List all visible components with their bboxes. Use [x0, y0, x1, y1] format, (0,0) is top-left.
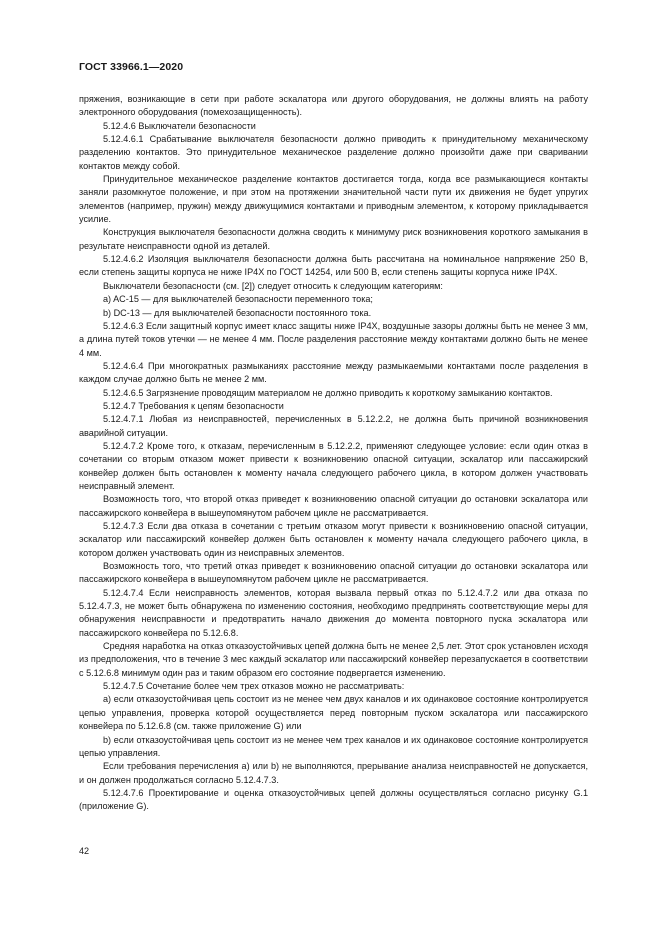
- paragraph: Конструкция выключателя безопасности должна сводить к минимуму риск возникновения короткого замыкания в результате неисправности одной из деталей.: [79, 227, 588, 251]
- document-header: ГОСТ 33966.1—2020: [79, 61, 184, 73]
- paragraph: Принудительное механическое разделение контактов достигается тогда, когда все размыкающиеся контакты заняли разомкнутое положение, и при этом на протяжении значительной части пути их движения не будет упругих элементов (например, пружин) между движущимися контактами и приводным элементом, к которому прикладывается усилие.: [79, 174, 588, 225]
- paragraph: 5.12.4.6.3 Если защитный корпус имеет класс защиты ниже IP4X, воздушные зазоры должны быть не менее 3 мм, а длина путей токов утечки — не менее 4 мм. После разделения расстояние между контактами должно быть не менее 4 мм.: [79, 320, 588, 358]
- paragraph: 5.12.4.6.1 Срабатывание выключателя безопасности должно приводить к принудительному механическому разделению контактов. Это принудительное механическое разделение должно произойти даже при сваривании контактов между собой.: [79, 134, 588, 171]
- paragraph-continuation: пряжения, возникающие в сети при работе эскалатора или другого оборудования, не должны влиять на работу электронного оборудования (помехозащищенность).: [79, 94, 588, 118]
- paragraph: 5.12.4.7.5 Сочетание более чем трех отказов можно не рассматривать:: [103, 681, 405, 692]
- paragraph: Возможность того, что второй отказ приведет к возникновению опасной ситуации до остановки эскалатора или пассажирского конвейера в вышеупомянутом рабочем цикле не рассматривается.: [79, 494, 588, 518]
- paragraph: 5.12.4.6.2 Изоляция выключателя безопасности должна быть рассчитана на номинальное напряжение 250 В, если степень защиты корпуса не ниже IP4X по ГОСТ 14254, или 500 В, если степень защиты корпуса ниже IP4X.: [79, 254, 588, 278]
- paragraph: 5.12.4.7.2 Кроме того, к отказам, перечисленным в 5.12.2.2, применяют следующее условие: если один отказ в сочетании со вторым отказом может привести к возникновению опасной ситуации, эскалатор или пассажирский конвейер должен быть остановлен к моменту начала следующего рабочего цикла, в котором должен участвовать неисправный элемент.: [79, 440, 588, 491]
- page-number: 42: [79, 846, 90, 856]
- paragraph: Если требования перечисления а) или b) не выполняются, прерывание анализа неисправностей не допускается, и он должен продолжаться согласно 5.12.4.7.3.: [79, 761, 588, 785]
- paragraph: 5.12.4.7.4 Если неисправность элементов, которая вызвала первый отказ по 5.12.4.7.2 или два отказа по 5.12.4.7.3, не может быть обнаружена по изменению состояния, необходимо предпринять соответствующие меры для обнаружения неисправности и предотвратить начало движения до момента повторного пуска эскалатора или пассажирского конвейера по 5.12.6.8.: [79, 587, 588, 638]
- paragraph: 5.12.4.6.4 При многократных размыканиях расстояние между размыкаемыми контактами после разделения в каждом случае должно быть не менее 2 мм.: [79, 360, 588, 385]
- paragraph: Возможность того, что третий отказ приведет к возникновению опасной ситуации до остановки эскалатора или пассажирского конвейера в вышеупомянутом рабочем цикле не рассматривается.: [79, 561, 588, 585]
- list-item: b) DC-13 — для выключателей безопасности постоянного тока.: [103, 307, 372, 318]
- list-item: b) если отказоустойчивая цепь состоит из не менее чем трех каналов и их одинаковое состояние контролируется цепью управления.: [79, 734, 588, 758]
- paragraph: 5.12.4.7.6 Проектирование и оценка отказоустойчивых цепей должны осуществляться согласно рисунку G.1 (приложение G).: [79, 787, 588, 812]
- paragraph: 5.12.4.6.5 Загрязнение проводящим материалом не должно приводить к короткому замыканию контактов.: [103, 387, 553, 398]
- list-item: a) AC-15 — для выключателей безопасности переменного тока;: [103, 294, 373, 305]
- paragraph: Средняя наработка на отказ отказоустойчивых цепей должна быть не менее 2,5 лет. Этот срок установлен исходя из предположения, что в течение 3 мес каждый эскалатор или пассажирский конвейер перезапускается в соответствии с 5.12.6.8 минимум один раз и таким образом его состояние подвергается изменению.: [79, 641, 588, 678]
- paragraph: Выключатели безопасности (см. [2]) следует относить к следующим категориям:: [103, 280, 443, 291]
- page-body: [79, 93, 588, 814]
- list-item: a) если отказоустойчивая цепь состоит из не менее чем двух каналов и их одинаковое состояние контролируется цепью управления, проверка которой осуществляется перед повторным пуском эскалатора или пассажирского конвейера по 5.12.6.8 (см. также приложение G) или: [79, 694, 588, 732]
- paragraph: 5.12.4.7.3 Если два отказа в сочетании с третьим отказом могут привести к возникновению опасной ситуации, эскалатор или пассажирский конвейер должен быть остановлен к моменту начала следующего рабочего цикла, в котором должен участвовать один из неисправных элементов.: [79, 521, 588, 558]
- section-heading-5-12-4-6: 5.12.4.6 Выключатели безопасности: [103, 120, 256, 131]
- section-heading-5-12-4-7: 5.12.4.7 Требования к цепям безопасности: [103, 400, 284, 411]
- paragraph: 5.12.4.7.1 Любая из неисправностей, перечисленных в 5.12.2.2, не должна быть причиной возникновения аварийной ситуации.: [79, 414, 588, 438]
